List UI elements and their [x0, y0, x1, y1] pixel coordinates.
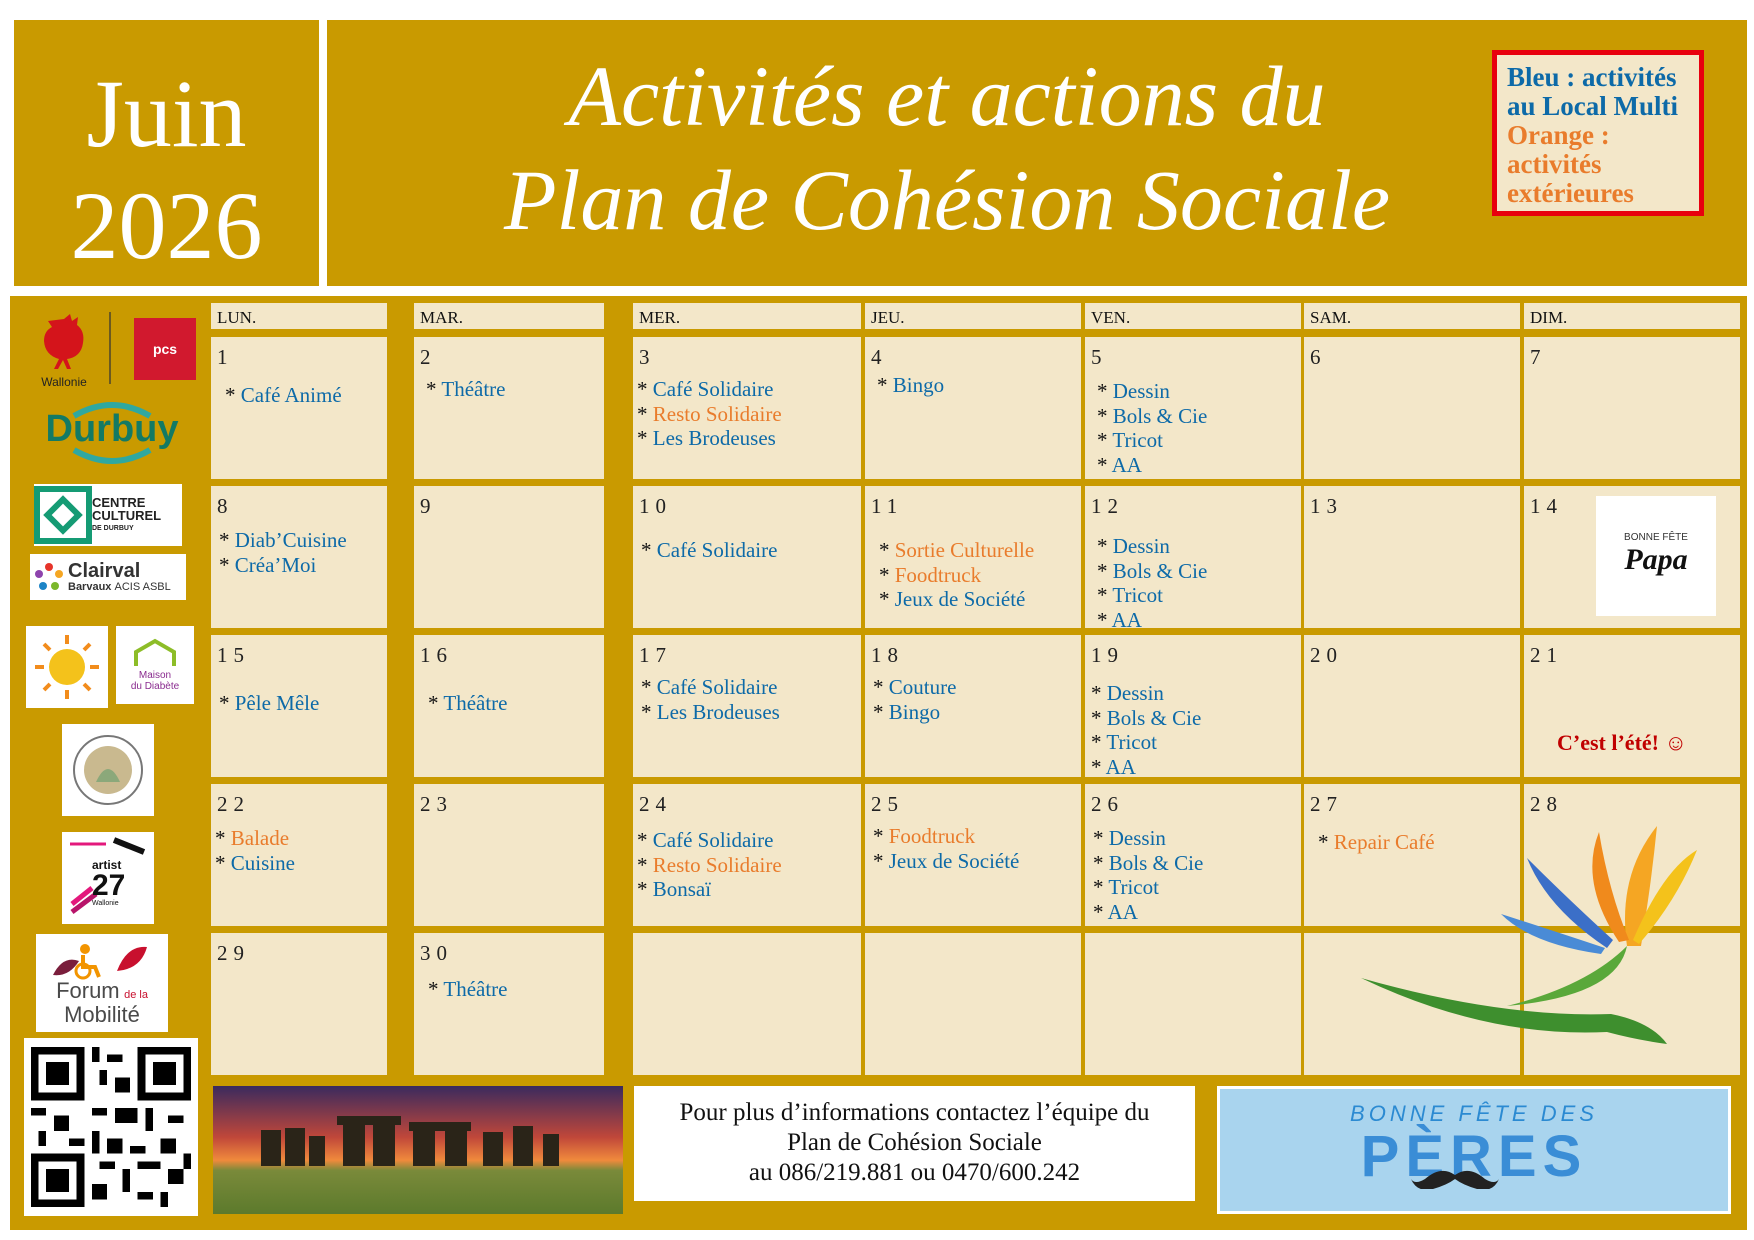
activity-item — [1097, 559, 1207, 584]
forum-label: Forum — [56, 978, 120, 1003]
contact-panel — [623, 1075, 1206, 1212]
maison-diabete-line-1: Maison — [138, 670, 172, 681]
day-number: 28 — [1530, 792, 1563, 816]
day-number: 25 — [871, 792, 904, 816]
bullet-star: * — [1091, 681, 1107, 705]
bullet-star: * — [637, 828, 653, 852]
legend-orange-line-1: Orange : — [1507, 120, 1610, 150]
bullet-star: * — [1093, 875, 1109, 899]
activity-item — [1093, 851, 1203, 876]
forum-de-la: de la — [124, 989, 148, 1001]
activity-label: Sortie Culturelle — [894, 538, 1035, 562]
activity-label: Tricot — [1106, 730, 1157, 754]
activity-label: Tricot — [1108, 875, 1159, 899]
day-number: 9 — [420, 494, 437, 518]
month-title — [14, 58, 319, 282]
activity-label: Foodtruck — [888, 824, 976, 848]
activity-label: Théâtre — [443, 977, 508, 1001]
activity-item — [637, 877, 711, 902]
activity-label: Dessin — [1112, 379, 1170, 403]
centre-culturel-logo — [34, 484, 182, 546]
month-year: 2026 — [70, 172, 263, 279]
activity-label: Tricot — [1112, 428, 1163, 452]
day-cell — [1304, 486, 1520, 628]
activity-label: Théâtre — [441, 377, 506, 401]
day-number: 19 — [1091, 643, 1124, 667]
day-cell — [211, 784, 387, 926]
day-cell — [414, 635, 604, 777]
activity-item — [1091, 730, 1157, 755]
fathers-day-banner — [1217, 1086, 1731, 1214]
day-number: 30 — [420, 941, 453, 965]
activity-item — [428, 977, 508, 1002]
contact-line-1: Pour plus d’informations contactez l’équipe du — [679, 1099, 1150, 1126]
activity-item — [641, 675, 777, 700]
qr-code-icon — [31, 1047, 191, 1207]
day-cell — [633, 933, 861, 1075]
day-cell — [865, 933, 1081, 1075]
qr-code[interactable] — [24, 1038, 198, 1216]
day-number: 27 — [1310, 792, 1343, 816]
activity-item — [1091, 706, 1201, 731]
bullet-star: * — [873, 848, 889, 873]
day-number: 22 — [217, 792, 250, 816]
summer-note: C’est l’été! ☺ — [1557, 730, 1687, 755]
day-number: 29 — [217, 941, 250, 965]
activity-item — [219, 691, 319, 716]
forum-mobilite-logo — [36, 934, 168, 1032]
day-number: 18 — [871, 643, 904, 667]
activity-item — [873, 849, 1019, 874]
day-cell — [865, 784, 1081, 926]
centre-culturel-line-1: CENTRE — [92, 494, 146, 510]
bonne-fete-papa-card — [1596, 496, 1716, 616]
activity-item — [1091, 755, 1136, 780]
bullet-star: * — [1093, 850, 1109, 875]
bullet-star: * — [637, 877, 653, 901]
legend-orange-line-3: extérieures — [1507, 178, 1634, 208]
activity-label: Bingo — [892, 373, 945, 397]
bullet-star: * — [219, 691, 235, 715]
bullet-star: * — [877, 373, 893, 397]
day-cell — [1085, 933, 1301, 1075]
day-number: 26 — [1091, 792, 1124, 816]
activity-label: AA — [1105, 754, 1136, 779]
activity-label: AA — [1111, 607, 1142, 632]
mobilite-label: Mobilité — [64, 1002, 140, 1027]
bullet-star: * — [641, 699, 657, 724]
bullet-star: * — [1097, 558, 1113, 583]
activity-item — [873, 675, 956, 700]
bullet-star: * — [1093, 826, 1109, 850]
bullet-star: * — [219, 528, 235, 552]
day-cell — [1085, 635, 1301, 777]
bullet-star: * — [225, 383, 241, 407]
house-icon — [132, 638, 178, 670]
month-panel — [14, 20, 319, 286]
banner-line-2: PÈRES — [1360, 1124, 1588, 1189]
sun-icon — [32, 632, 102, 702]
activity-label: Les Brodeuses — [656, 699, 780, 724]
month-name: Juin — [86, 60, 247, 167]
centre-culturel-line-3: DE DURBUY — [92, 524, 134, 532]
stones-icon — [213, 1086, 623, 1214]
bullet-star: * — [428, 691, 444, 715]
day-number: 20 — [1310, 643, 1343, 667]
activity-item — [215, 851, 295, 876]
centre-culturel-line-2: CULTUREL — [92, 507, 162, 523]
bullet-star: * — [1318, 830, 1334, 854]
bullet-star: * — [215, 826, 231, 850]
activity-label: Dessin — [1112, 534, 1170, 558]
activity-item — [637, 402, 782, 427]
bullet-star: * — [637, 426, 653, 450]
stonehenge-image — [213, 1086, 623, 1214]
color-legend — [1492, 50, 1704, 216]
activity-item — [877, 373, 944, 398]
wallonie-logo — [24, 310, 104, 392]
activity-item — [637, 377, 773, 402]
day-cell — [414, 337, 604, 479]
activity-label: Café Solidaire — [652, 377, 774, 401]
day-cell — [414, 486, 604, 628]
activity-label: AA — [1107, 899, 1138, 924]
day-number: 15 — [217, 643, 250, 667]
bullet-star: * — [637, 377, 653, 401]
day-cell — [865, 486, 1081, 628]
bullet-star: * — [879, 587, 895, 611]
day-number: 4 — [871, 345, 888, 369]
day-number: 1 — [217, 345, 234, 369]
bullet-star: * — [1091, 730, 1107, 754]
activity-label: Pêle Mêle — [234, 691, 320, 715]
activity-item — [637, 853, 782, 878]
mustache-icon — [1410, 1165, 1500, 1189]
contact-phone: au 086/219.881 ou 0470/600.242 — [748, 1159, 1081, 1186]
activity-label: AA — [1111, 452, 1142, 477]
activity-item — [879, 538, 1034, 563]
activity-label: Repair Café — [1333, 830, 1435, 854]
day-cell — [211, 635, 387, 777]
weekday-header: DIM. — [1524, 303, 1740, 329]
title-line-1: Activités et actions du — [568, 48, 1326, 144]
activity-label: Bols & Cie — [1108, 850, 1204, 875]
bullet-star: * — [1091, 754, 1106, 779]
rooster-icon — [34, 313, 94, 375]
day-number: 11 — [871, 494, 904, 518]
activity-label: Bonsaï — [652, 877, 712, 901]
day-number: 2 — [420, 345, 437, 369]
weekday-header: VEN. — [1085, 303, 1301, 329]
activity-label: Bols & Cie — [1112, 403, 1208, 428]
pcs-logo: pcs — [134, 318, 196, 380]
day-number: 12 — [1091, 494, 1124, 518]
day-number: 3 — [639, 345, 656, 369]
day-cell — [1304, 337, 1520, 479]
bullet-star: * — [1097, 452, 1112, 477]
day-cell — [865, 635, 1081, 777]
wheelchair-leaves-icon — [47, 941, 157, 981]
weekday-header: SAM. — [1304, 303, 1520, 329]
artistes-number: 27 — [92, 869, 126, 902]
day-cell — [211, 933, 387, 1075]
bullet-star: * — [219, 552, 235, 577]
bullet-star: * — [641, 675, 657, 699]
logo-divider — [109, 312, 111, 384]
activity-item — [219, 553, 316, 578]
day-cell — [414, 784, 604, 926]
page-title — [447, 44, 1447, 252]
calendar-grid — [207, 296, 1747, 1078]
day-number: 13 — [1310, 494, 1343, 518]
day-number: 17 — [639, 643, 672, 667]
bullet-star: * — [873, 675, 889, 699]
activity-item — [879, 587, 1025, 612]
clairval-place: Barvaux — [68, 581, 112, 593]
durbuy-logo — [24, 394, 200, 468]
clairval-flower-icon — [34, 562, 64, 592]
activity-item — [1093, 826, 1166, 851]
bullet-star: * — [1097, 607, 1112, 632]
bullet-star: * — [879, 562, 895, 587]
activity-label: Bols & Cie — [1112, 558, 1208, 583]
day-cell — [1085, 784, 1301, 926]
bullet-star: * — [1097, 428, 1113, 452]
papa-card-line-2: Papa — [1624, 543, 1688, 576]
day-number: 8 — [217, 494, 234, 518]
activity-label: Bingo — [888, 699, 941, 724]
activity-label: Théâtre — [443, 691, 508, 715]
activity-label: Couture — [888, 675, 957, 699]
day-number: 16 — [420, 643, 453, 667]
activity-item — [1093, 875, 1159, 900]
weekday-header: LUN. — [211, 303, 387, 329]
bullet-star: * — [879, 538, 895, 562]
cpas-logo — [62, 724, 154, 816]
day-cell — [633, 486, 861, 628]
weekday-header: JEU. — [865, 303, 1081, 329]
activity-item — [641, 538, 777, 563]
activity-item — [1091, 681, 1164, 706]
legend-blue-line-2: au Local Multi — [1507, 91, 1679, 121]
centre-culturel-emblem-icon — [34, 486, 92, 544]
bullet-star: * — [1097, 403, 1113, 428]
activity-item — [225, 383, 342, 408]
bullet-star: * — [641, 538, 657, 562]
activity-label: Jeux de Société — [894, 587, 1026, 611]
durbuy-label: Durbuy — [45, 408, 179, 450]
day-cell — [1304, 635, 1520, 777]
activity-label: Café Solidaire — [652, 828, 774, 852]
papa-card-line-1: BONNE FÊTE — [1624, 532, 1688, 543]
day-number: 23 — [420, 792, 453, 816]
activity-label: Diab’Cuisine — [234, 528, 347, 552]
activity-label: Les Brodeuses — [652, 426, 776, 450]
legend-blue-line-1: Bleu : activités — [1507, 62, 1677, 92]
day-cell — [1524, 337, 1740, 479]
day-cell — [633, 784, 861, 926]
activity-item — [873, 700, 940, 725]
partner-logos-sidebar — [10, 296, 207, 1230]
activity-label: Café Animé — [240, 383, 342, 407]
bullet-star: * — [1093, 899, 1108, 924]
banner-line-1: BONNE FÊTE DES — [1350, 1101, 1598, 1126]
artistes-27-logo — [62, 832, 154, 924]
bullet-star: * — [637, 852, 653, 877]
activity-label: Resto Solidaire — [652, 852, 782, 877]
contact-line-2: Plan de Cohésion Sociale — [787, 1129, 1042, 1156]
activity-label: Dessin — [1106, 681, 1164, 705]
bullet-star: * — [873, 824, 889, 848]
activity-label: Balade — [230, 826, 290, 850]
centre-culturel-text — [92, 496, 161, 535]
activity-item — [219, 528, 347, 553]
activity-label: Cuisine — [230, 850, 295, 875]
clairval-name: Clairval — [68, 560, 141, 582]
day-number: 21 — [1530, 643, 1563, 667]
bullet-star: * — [637, 401, 653, 426]
contact-box — [632, 1084, 1197, 1203]
activity-item — [879, 563, 981, 588]
day-number: 7 — [1530, 345, 1547, 369]
clairval-org: ACIS ASBL — [114, 581, 171, 593]
weekday-header: MAR. — [414, 303, 604, 329]
bullet-star: * — [1091, 705, 1107, 730]
activity-item — [1097, 379, 1170, 404]
activity-item — [1097, 534, 1170, 559]
day-cell — [211, 337, 387, 479]
day-cell — [211, 486, 387, 628]
bullet-star: * — [1097, 379, 1113, 403]
cpas-circle-icon — [68, 730, 148, 810]
bullet-star: * — [215, 850, 231, 875]
clairval-logo — [30, 554, 186, 600]
day-number: 14 — [1530, 494, 1563, 518]
bullet-star: * — [873, 699, 889, 724]
day-cell — [633, 635, 861, 777]
activity-label: Resto Solidaire — [652, 401, 782, 426]
activity-item — [1097, 608, 1142, 633]
activity-item — [873, 824, 975, 849]
bullet-star: * — [428, 977, 444, 1001]
title-line-2: Plan de Cohésion Sociale — [503, 152, 1391, 248]
activity-label: Café Solidaire — [656, 675, 778, 699]
day-cell — [1085, 337, 1301, 479]
day-cell — [414, 933, 604, 1075]
day-cell — [633, 337, 861, 479]
day-number: 5 — [1091, 345, 1108, 369]
activity-item — [637, 426, 776, 451]
activity-item — [1097, 453, 1142, 478]
activity-label: Tricot — [1112, 583, 1163, 607]
bird-of-paradise-flower-icon — [1357, 770, 1697, 1070]
sun-logo — [26, 626, 108, 708]
activity-item — [637, 828, 773, 853]
activity-label: Bols & Cie — [1106, 705, 1202, 730]
bullet-star: * — [1097, 583, 1113, 607]
activity-item — [641, 700, 780, 725]
maison-diabete-line-2: du Diabète — [130, 681, 180, 692]
activity-label: Jeux de Société — [888, 848, 1020, 873]
activity-label: Dessin — [1108, 826, 1166, 850]
activity-item — [426, 377, 506, 402]
activity-label: Foodtruck — [894, 562, 982, 587]
activity-item — [215, 826, 289, 851]
activity-label: Créa’Moi — [234, 552, 317, 577]
bullet-star: * — [1097, 534, 1113, 558]
activity-label: Café Solidaire — [656, 538, 778, 562]
day-number: 24 — [639, 792, 672, 816]
day-cell — [865, 337, 1081, 479]
day-cell — [1085, 486, 1301, 632]
activity-item — [1097, 404, 1207, 429]
activity-item — [1097, 583, 1163, 608]
weekday-header: MER. — [633, 303, 861, 329]
activity-item — [1093, 900, 1138, 925]
activity-item — [428, 691, 508, 716]
artistes-label: artist — [92, 858, 122, 872]
day-number: 6 — [1310, 345, 1327, 369]
bullet-star: * — [426, 377, 442, 401]
artistes-region: Wallonie — [92, 900, 119, 907]
day-number: 10 — [639, 494, 672, 518]
wallonie-label: Wallonie — [41, 375, 87, 389]
maison-du-diabete-logo — [116, 626, 194, 704]
activity-item — [1097, 428, 1163, 453]
legend-orange-line-2: activités — [1507, 149, 1602, 179]
title-panel — [327, 20, 1747, 286]
